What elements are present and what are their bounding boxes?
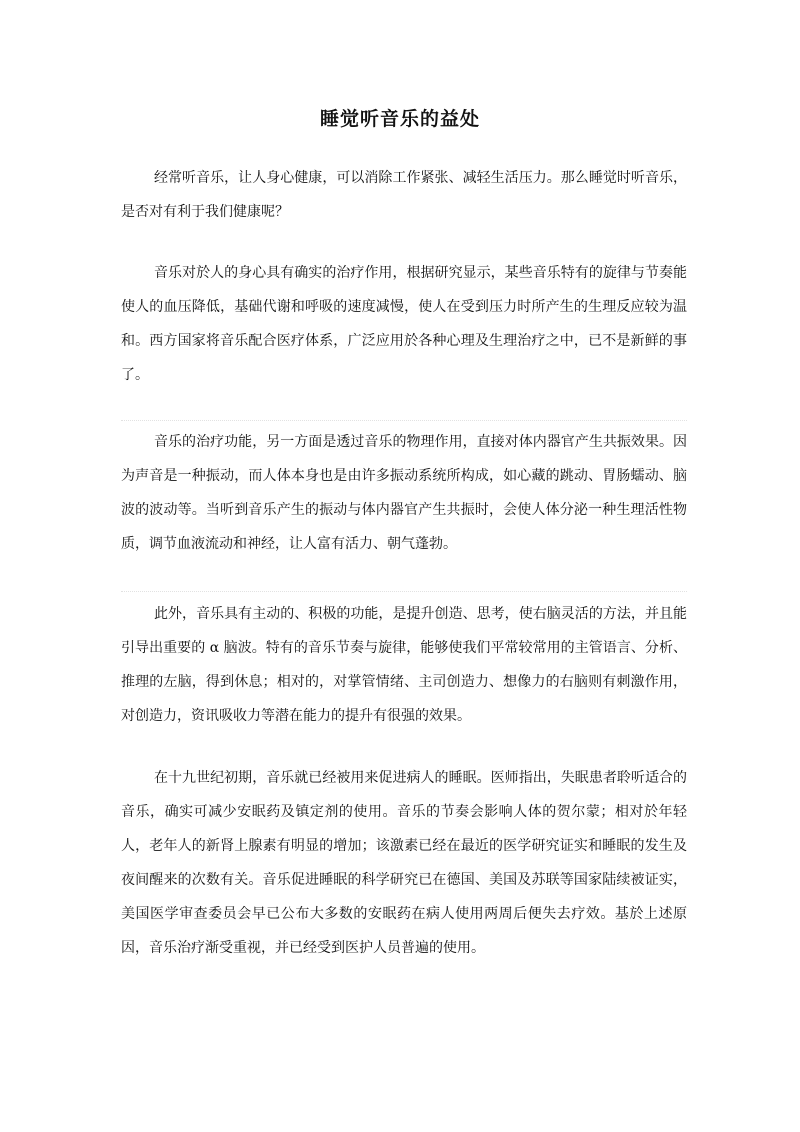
dotted-divider (121, 420, 687, 421)
paragraph-intro: 经常听音乐，让人身心健康，可以消除工作紧张、减轻生活压力。那么睡觉时听音乐，是否对有利于我们健康呢？ (121, 170, 687, 220)
paragraph-brain-waves: 此外，音乐具有主动的、积极的功能，是提升创造、思考，使右脑灵活的方法，并且能引导出重要的 α 脑波。特有的音乐节奏与旋律，能够使我们平常较常用的主管语言、分析、推理的左脑，得到休息；相对的，对掌管情绪、主司创造力、想像力的右脑则有刺激作用，对创造力，资讯吸收力等潜在能力的提升有很强的效果。 (121, 606, 687, 724)
page-title: 睡觉听音乐的益处 (319, 108, 480, 130)
paragraph-resonance: 音乐的治疗功能，另一方面是透过音乐的物理作用，直接对体内器官产生共振效果。因为声音是一种振动，而人体本身也是由许多振动系统所构成，如心藏的跳动、胃肠蠕动、脑波的波动等。当听到音乐产生的振动与体内器官产生共振时，会使人体分泌一种生理活性物质，调节血液流动和神经，让人富有活力、朝气蓬勃。 (121, 434, 687, 552)
paragraph-therapy-effect: 音乐对於人的身心具有确实的治疗作用，根据研究显示，某些音乐特有的旋律与节奏能使人的血压降低，基础代谢和呼吸的速度减慢，使人在受到压力时所产生的生理反应较为温和。西方国家将音乐配合医疗体系，广泛应用於各种心理及生理治疗之中，已不是新鲜的事了。 (121, 265, 687, 383)
paragraph-sleep-history: 在十九世纪初期，音乐就已经被用来促进病人的睡眠。医师指出，失眠患者聆听适合的音乐，确实可减少安眠药及镇定剂的使用。音乐的节奏会影响人体的贺尔蒙；相对於年轻人，老年人的新肾上腺素有明显的增加；该激素已经在最近的医学研究证实和睡眠的发生及夜间醒来的次数有关。音乐促进睡眠的科学研究已在德国、美国及苏联等国家陆续被证实，美国医学审查委员会早已公布大多数的安眠药在病人使用两周后便失去疗效。基於上述原因，音乐治疗渐受重视，并已经受到医护人员普遍的使用。 (121, 770, 687, 956)
dotted-divider (121, 591, 687, 592)
